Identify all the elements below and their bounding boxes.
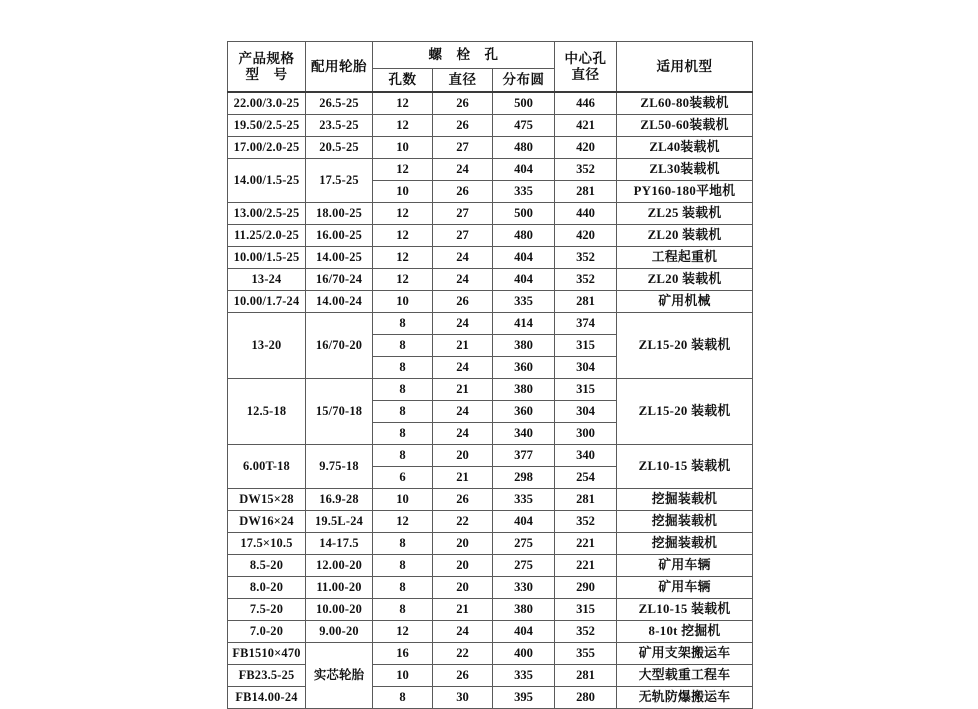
cell-matching-tire: 9.75-18 (306, 445, 373, 489)
cell-hole-count: 12 (373, 621, 433, 643)
cell-center-hole-diameter: 352 (555, 247, 617, 269)
cell-hole-count: 12 (373, 92, 433, 115)
cell-center-hole-diameter: 352 (555, 159, 617, 181)
cell-applicable-model: ZL20 装载机 (617, 269, 753, 291)
cell-hole-count: 8 (373, 313, 433, 335)
cell-applicable-model: 矿用车辆 (617, 577, 753, 599)
cell-product-spec: DW15×28 (228, 489, 306, 511)
cell-hole-diameter: 20 (433, 445, 493, 467)
header-hole-pcd: 分布圆 (493, 69, 555, 93)
cell-hole-diameter: 24 (433, 269, 493, 291)
table-body (228, 92, 753, 709)
cell-hole-diameter: 26 (433, 115, 493, 137)
cell-applicable-model: 8-10t 挖掘机 (617, 621, 753, 643)
cell-matching-tire: 12.00-20 (306, 555, 373, 577)
cell-hole-pcd: 480 (493, 225, 555, 247)
cell-applicable-model: 挖掘装载机 (617, 489, 753, 511)
cell-hole-count: 8 (373, 423, 433, 445)
cell-center-hole-diameter: 280 (555, 687, 617, 709)
table-row (228, 225, 753, 247)
cell-hole-count: 12 (373, 247, 433, 269)
table-row (228, 291, 753, 313)
table-row (228, 577, 753, 599)
cell-applicable-model: ZL10-15 装载机 (617, 445, 753, 489)
cell-applicable-model: ZL25 装载机 (617, 203, 753, 225)
cell-hole-count: 10 (373, 137, 433, 159)
cell-hole-diameter: 20 (433, 533, 493, 555)
cell-matching-tire: 16/70-20 (306, 313, 373, 379)
cell-hole-diameter: 26 (433, 665, 493, 687)
cell-hole-diameter: 22 (433, 643, 493, 665)
cell-hole-count: 8 (373, 335, 433, 357)
cell-center-hole-diameter: 281 (555, 291, 617, 313)
cell-applicable-model: ZL60-80装载机 (617, 92, 753, 115)
cell-applicable-model: ZL15-20 装载机 (617, 379, 753, 445)
cell-hole-count: 8 (373, 357, 433, 379)
cell-hole-count: 12 (373, 269, 433, 291)
wheel-rim-spec-table (227, 41, 753, 709)
cell-hole-pcd: 414 (493, 313, 555, 335)
header-row-1 (228, 42, 753, 69)
cell-center-hole-diameter: 290 (555, 577, 617, 599)
cell-applicable-model: ZL10-15 装载机 (617, 599, 753, 621)
cell-hole-count: 8 (373, 577, 433, 599)
cell-product-spec: 10.00/1.5-25 (228, 247, 306, 269)
header-matching-tire: 配用轮胎 (306, 42, 373, 93)
cell-product-spec: DW16×24 (228, 511, 306, 533)
cell-hole-count: 12 (373, 511, 433, 533)
header-center-hole-line2: 直径 (571, 66, 600, 82)
header-product-spec-line2: 型 号 (245, 66, 288, 82)
cell-hole-diameter: 24 (433, 159, 493, 181)
cell-hole-count: 10 (373, 489, 433, 511)
cell-hole-pcd: 404 (493, 247, 555, 269)
cell-hole-diameter: 27 (433, 225, 493, 247)
cell-hole-pcd: 404 (493, 159, 555, 181)
table-row (228, 533, 753, 555)
cell-hole-pcd: 404 (493, 269, 555, 291)
table-row (228, 137, 753, 159)
table-row (228, 203, 753, 225)
cell-matching-tire: 20.5-25 (306, 137, 373, 159)
cell-hole-pcd: 298 (493, 467, 555, 489)
cell-applicable-model: 矿用支架搬运车 (617, 643, 753, 665)
cell-hole-pcd: 275 (493, 555, 555, 577)
cell-matching-tire: 10.00-20 (306, 599, 373, 621)
cell-center-hole-diameter: 304 (555, 357, 617, 379)
cell-hole-diameter: 26 (433, 489, 493, 511)
cell-product-spec: 6.00T-18 (228, 445, 306, 489)
cell-matching-tire: 11.00-20 (306, 577, 373, 599)
cell-hole-pcd: 404 (493, 511, 555, 533)
cell-product-spec: 13.00/2.5-25 (228, 203, 306, 225)
cell-center-hole-diameter: 315 (555, 335, 617, 357)
cell-product-spec: 22.00/3.0-25 (228, 92, 306, 115)
cell-hole-diameter: 26 (433, 181, 493, 203)
cell-hole-pcd: 377 (493, 445, 555, 467)
cell-product-spec: 10.00/1.7-24 (228, 291, 306, 313)
cell-hole-pcd: 275 (493, 533, 555, 555)
cell-hole-count: 8 (373, 533, 433, 555)
cell-center-hole-diameter: 355 (555, 643, 617, 665)
cell-applicable-model: 矿用车辆 (617, 555, 753, 577)
cell-hole-count: 8 (373, 687, 433, 709)
cell-center-hole-diameter: 420 (555, 225, 617, 247)
cell-product-spec: 8.5-20 (228, 555, 306, 577)
cell-applicable-model: ZL30装载机 (617, 159, 753, 181)
cell-center-hole-diameter: 300 (555, 423, 617, 445)
cell-hole-count: 6 (373, 467, 433, 489)
header-center-hole-line1: 中心孔 (564, 51, 607, 67)
cell-hole-pcd: 335 (493, 489, 555, 511)
header-product-spec (228, 42, 306, 93)
cell-hole-count: 12 (373, 203, 433, 225)
table-row (228, 92, 753, 115)
cell-hole-diameter: 24 (433, 423, 493, 445)
table-row (228, 313, 753, 335)
cell-center-hole-diameter: 281 (555, 665, 617, 687)
cell-hole-diameter: 24 (433, 313, 493, 335)
table-row (228, 489, 753, 511)
cell-hole-pcd: 335 (493, 291, 555, 313)
cell-hole-count: 10 (373, 181, 433, 203)
table-row (228, 599, 753, 621)
cell-hole-diameter: 27 (433, 203, 493, 225)
cell-applicable-model: 工程起重机 (617, 247, 753, 269)
cell-hole-pcd: 395 (493, 687, 555, 709)
cell-hole-pcd: 330 (493, 577, 555, 599)
cell-center-hole-diameter: 221 (555, 533, 617, 555)
cell-hole-pcd: 380 (493, 335, 555, 357)
cell-product-spec: 13-20 (228, 313, 306, 379)
cell-center-hole-diameter: 254 (555, 467, 617, 489)
cell-center-hole-diameter: 446 (555, 92, 617, 115)
cell-hole-count: 8 (373, 401, 433, 423)
cell-applicable-model: 大型载重工程车 (617, 665, 753, 687)
cell-center-hole-diameter: 315 (555, 599, 617, 621)
cell-hole-pcd: 404 (493, 621, 555, 643)
cell-product-spec: 17.00/2.0-25 (228, 137, 306, 159)
cell-center-hole-diameter: 221 (555, 555, 617, 577)
cell-matching-tire: 9.00-20 (306, 621, 373, 643)
cell-center-hole-diameter: 374 (555, 313, 617, 335)
cell-product-spec: FB1510×470 (228, 643, 306, 665)
cell-hole-diameter: 26 (433, 92, 493, 115)
cell-matching-tire: 14-17.5 (306, 533, 373, 555)
cell-applicable-model: ZL15-20 装载机 (617, 313, 753, 379)
table-row (228, 511, 753, 533)
cell-center-hole-diameter: 281 (555, 181, 617, 203)
cell-hole-diameter: 24 (433, 621, 493, 643)
cell-hole-diameter: 24 (433, 247, 493, 269)
cell-product-spec: FB14.00-24 (228, 687, 306, 709)
cell-hole-count: 10 (373, 291, 433, 313)
cell-applicable-model: 无轨防爆搬运车 (617, 687, 753, 709)
cell-applicable-model: PY160-180平地机 (617, 181, 753, 203)
cell-matching-tire: 19.5L-24 (306, 511, 373, 533)
cell-center-hole-diameter: 420 (555, 137, 617, 159)
table-row (228, 643, 753, 665)
cell-applicable-model: 挖掘装载机 (617, 533, 753, 555)
cell-product-spec: 13-24 (228, 269, 306, 291)
cell-product-spec: 14.00/1.5-25 (228, 159, 306, 203)
cell-matching-tire: 16.9-28 (306, 489, 373, 511)
cell-matching-tire: 15/70-18 (306, 379, 373, 445)
cell-center-hole-diameter: 304 (555, 401, 617, 423)
header-bolt-hole-group: 螺 栓 孔 (373, 42, 555, 69)
cell-hole-diameter: 21 (433, 335, 493, 357)
cell-hole-diameter: 27 (433, 137, 493, 159)
cell-center-hole-diameter: 315 (555, 379, 617, 401)
header-product-spec-line1: 产品规格 (238, 51, 295, 67)
cell-product-spec: 7.5-20 (228, 599, 306, 621)
cell-hole-count: 12 (373, 115, 433, 137)
cell-hole-diameter: 26 (433, 291, 493, 313)
table-row (228, 247, 753, 269)
cell-hole-pcd: 400 (493, 643, 555, 665)
table-row (228, 379, 753, 401)
cell-hole-pcd: 380 (493, 599, 555, 621)
cell-hole-pcd: 500 (493, 203, 555, 225)
cell-product-spec: 17.5×10.5 (228, 533, 306, 555)
cell-hole-diameter: 21 (433, 379, 493, 401)
cell-matching-tire: 26.5-25 (306, 92, 373, 115)
table-row (228, 115, 753, 137)
cell-hole-count: 8 (373, 599, 433, 621)
cell-hole-pcd: 500 (493, 92, 555, 115)
table-row (228, 445, 753, 467)
cell-matching-tire: 23.5-25 (306, 115, 373, 137)
cell-hole-pcd: 360 (493, 401, 555, 423)
header-applicable-model: 适用机型 (617, 42, 753, 93)
cell-hole-count: 8 (373, 555, 433, 577)
cell-hole-pcd: 335 (493, 181, 555, 203)
cell-hole-diameter: 22 (433, 511, 493, 533)
cell-hole-diameter: 21 (433, 599, 493, 621)
header-hole-count: 孔数 (373, 69, 433, 93)
cell-hole-diameter: 24 (433, 357, 493, 379)
table-row (228, 269, 753, 291)
table-row (228, 555, 753, 577)
cell-applicable-model: ZL50-60装载机 (617, 115, 753, 137)
cell-matching-tire: 实芯轮胎 (306, 643, 373, 709)
cell-product-spec: FB23.5-25 (228, 665, 306, 687)
cell-hole-count: 12 (373, 159, 433, 181)
cell-center-hole-diameter: 352 (555, 511, 617, 533)
cell-center-hole-diameter: 352 (555, 621, 617, 643)
cell-product-spec: 8.0-20 (228, 577, 306, 599)
cell-center-hole-diameter: 352 (555, 269, 617, 291)
cell-hole-count: 10 (373, 665, 433, 687)
cell-hole-diameter: 20 (433, 577, 493, 599)
cell-center-hole-diameter: 281 (555, 489, 617, 511)
cell-hole-pcd: 380 (493, 379, 555, 401)
cell-hole-count: 16 (373, 643, 433, 665)
cell-product-spec: 19.50/2.5-25 (228, 115, 306, 137)
table-header (228, 42, 753, 93)
cell-applicable-model: ZL40装载机 (617, 137, 753, 159)
cell-hole-diameter: 21 (433, 467, 493, 489)
cell-hole-diameter: 20 (433, 555, 493, 577)
cell-hole-count: 8 (373, 379, 433, 401)
cell-hole-pcd: 360 (493, 357, 555, 379)
cell-matching-tire: 18.00-25 (306, 203, 373, 225)
cell-hole-pcd: 335 (493, 665, 555, 687)
header-center-hole (555, 42, 617, 93)
cell-applicable-model: 挖掘装载机 (617, 511, 753, 533)
cell-hole-diameter: 30 (433, 687, 493, 709)
cell-center-hole-diameter: 440 (555, 203, 617, 225)
cell-hole-count: 12 (373, 225, 433, 247)
cell-center-hole-diameter: 421 (555, 115, 617, 137)
cell-hole-diameter: 24 (433, 401, 493, 423)
cell-product-spec: 12.5-18 (228, 379, 306, 445)
header-hole-diameter: 直径 (433, 69, 493, 93)
cell-matching-tire: 17.5-25 (306, 159, 373, 203)
cell-hole-pcd: 475 (493, 115, 555, 137)
cell-hole-pcd: 480 (493, 137, 555, 159)
cell-hole-count: 8 (373, 445, 433, 467)
cell-product-spec: 11.25/2.0-25 (228, 225, 306, 247)
cell-matching-tire: 16/70-24 (306, 269, 373, 291)
cell-applicable-model: ZL20 装载机 (617, 225, 753, 247)
cell-matching-tire: 14.00-24 (306, 291, 373, 313)
table-row (228, 159, 753, 181)
cell-product-spec: 7.0-20 (228, 621, 306, 643)
table-row (228, 621, 753, 643)
cell-center-hole-diameter: 340 (555, 445, 617, 467)
cell-matching-tire: 14.00-25 (306, 247, 373, 269)
cell-hole-pcd: 340 (493, 423, 555, 445)
cell-applicable-model: 矿用机械 (617, 291, 753, 313)
cell-matching-tire: 16.00-25 (306, 225, 373, 247)
